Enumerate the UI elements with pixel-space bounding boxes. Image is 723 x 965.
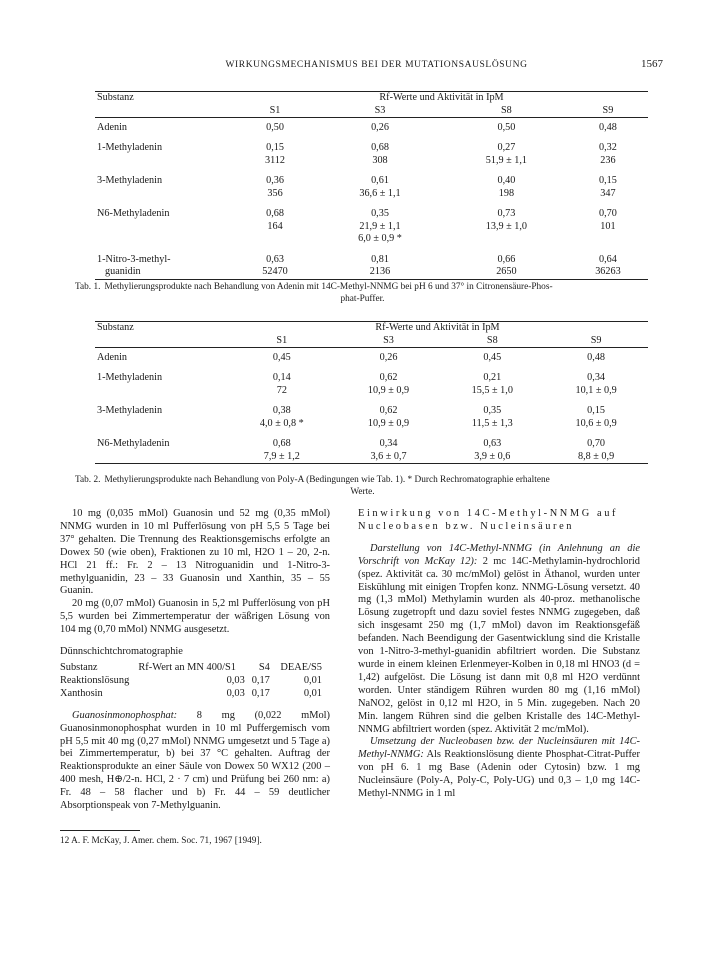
table-row: 3-Methyladenin 0,36 0,61 0,40 0,15 xyxy=(97,175,617,186)
paragraph: Umsetzung der Nucleobasen bzw. der Nucleinsäuren mit 14C-Methyl-NNMG: Als Reaktionslösung diente Phosphat-Citrat-Puffer von pH 6. 1 mg Base (Adenin oder Cytosin) bzw. 1 mg Nucleinsäure (Poly-A, Poly-C, Poly-UG) und 0,3 – 1,0 mg 14C-Methyl-NNMG in 1 ml xyxy=(358,736,640,800)
table-row-activity: 356 36,6 ± 1,1 198 347 xyxy=(267,187,616,199)
section-heading: Einwirkung von 14C-Methyl-NNMG auf xyxy=(358,508,619,519)
footnote: 12 A. F. McKay, J. Amer. chem. Soc. 71, 1967 [1949]. xyxy=(60,836,262,846)
table-row: Xanthosin 0,03 0,17 0,01 xyxy=(60,687,322,699)
table-2-grid xyxy=(95,321,648,464)
table-row-activity: 72 10,9 ± 0,9 15,5 ± 1,0 10,1 ± 0,9 xyxy=(276,384,617,396)
column-header: S9 xyxy=(568,105,648,118)
table-row-activity: guanidin 52470 2136 2650 36263 xyxy=(95,266,648,279)
table-row: 1-Nitro-3-methyl- 0,63 0,81 0,66 0,64 xyxy=(97,253,617,265)
table-row-activity: 3112 308 51,9 ± 1,1 236 xyxy=(265,154,616,166)
running-title: WIRKUNGSMECHANISMUS BEI DER MUTATIONSAUSLÖSUNG xyxy=(225,60,528,70)
column-header: S8 xyxy=(440,335,544,348)
table-row-activity: 6,0 ± 0,9 * xyxy=(358,233,402,244)
paragraph: Darstellung von 14C-Methyl-NNMG (in Anlehnung an die Vorschrift von McKay 12): 2 mc 14C-Methylamin-hydrochlorid (spez. Aktivität ca. 30 mc/mMol) gelöst in Äthanol, wurden unter Eiskühlung mit einigen Tropfen konz. NNMG-Lösung versetzt. 40 mg (1,3 mMol) Methylamin wurden als 40-proz. methanolische Lösung zugetropft und dazu soviel festes NNMG zugegeben, daß sich insgesamt 250 mg (1,7 mMol) davon im Reaktionsgefäß befanden. Nach Beendigung der Gasentwicklung sind die Kristalle von 1-Nitro-3-methyl-guanidin abfiltriert worden. Die Substanz wurde in einem kleinen Erlenmeyer-Kolben in 0,18 ml HNO3 (d = 1,42) aufgelöst. Die Lösung ist dann mit 0,8 ml H2O verdünnt worden. Unter ständigem Rühren wurden 80 mg (1,16 mMol) NaNO2, gelöst in 0,12 ml H2O, in 5 Min. zugegeben. Nach 20 Min. langem Rühren sind die gelben Kristalle des 14C-Methyl-NNMG abfiltriert worden (spez. Aktivität 2 mc/mMol). xyxy=(358,542,640,735)
table-row: 3-Methyladenin 0,38 0,62 0,35 0,15 xyxy=(97,405,605,416)
table-row: Reaktionslösung 0,03 0,17 0,01 xyxy=(60,674,322,686)
running-header xyxy=(90,60,663,74)
column-header-substance: Substanz xyxy=(95,322,227,335)
table-header-row: Substanz Rf-Wert an MN 400/S1 S4 DEAE/S5 xyxy=(60,661,322,673)
table-row: N6-Methyladenin 0,68 0,35 0,73 0,70 xyxy=(97,208,617,219)
right-column xyxy=(358,508,640,801)
table-1-caption: Tab. 1. Methylierungsprodukte nach Behandlung von Adenin mit 14C-Methyl-NNMG bei pH 6 und 37° in Citronensäure-Phos- phat-Puffer. xyxy=(75,282,553,304)
tlc-title: Dünnschichtchromatographie xyxy=(60,646,183,658)
table-row-activity: 4,0 ± 0,8 * 10,9 ± 0,9 11,5 ± 1,3 10,6 ± 0,9 xyxy=(259,417,617,429)
table-1 xyxy=(95,91,648,280)
table-1-grid xyxy=(95,91,648,280)
column-group-label: Rf-Werte und Aktivität in IpM xyxy=(227,322,648,335)
table-row: 1-Methyladenin 0,14 0,62 0,21 0,34 xyxy=(97,372,605,383)
table-row: N6-Methyladenin 0,68 0,34 0,63 0,70 xyxy=(97,438,605,449)
table-row: Adenin 0,45 0,26 0,45 0,48 xyxy=(97,351,605,363)
column-group-label: Rf-Werte und Aktivität in IpM xyxy=(235,92,648,105)
column-header: S3 xyxy=(337,335,441,348)
paragraph: 10 mg (0,035 mMol) Guanosin und 52 mg (0,35 mMol) NNMG wurden in 10 ml Pufferlösung von pH 5,5 5 Tage bei 37° gehalten. Die Trennung des Reaktionsgemischs erfolgte an Dowex 50 (wie oben), Fraktionen zu 10 ml, H2O 1 – 20, 2-n. HCl 21 ff.: Fr. 2 – 13 Nitroguanidin und 1-Nitro-3-methylguanidin, 23 – 33 Guanosin und Xanthin, 35 – 55 Guanin. xyxy=(60,508,330,597)
footnote-rule xyxy=(60,830,140,831)
column-header-substance: Substanz xyxy=(95,92,235,105)
column-header: S8 xyxy=(445,105,568,118)
table-row: 1-Methyladenin 0,15 0,68 0,27 0,32 xyxy=(97,142,617,153)
column-header: S9 xyxy=(544,335,648,348)
table-row-activity: 164 21,9 ± 1,1 13,9 ± 1,0 101 xyxy=(267,220,616,232)
column-header: S1 xyxy=(227,335,337,348)
tlc-table xyxy=(60,662,330,701)
paragraph: 20 mg (0,07 mMol) Guanosin in 5,2 ml Pufferlösung von pH 5,5 wurden bei Zimmertemperatur der wäßrigen Lösung von 104 mg (0,70 mMol) NNMG ausgesetzt. xyxy=(60,598,330,636)
section-heading: Nucleobasen bzw. Nucleinsäuren xyxy=(358,520,575,532)
table-2 xyxy=(95,321,648,464)
paragraph: Guanosinmonophosphat: 8 mg (0,022 mMol) Guanosinmonophosphat wurden in 10 ml Puffergemisch vom pH 5,5 mit 40 mg (0,27 mMol) NNMG umgesetzt und 5 Tage a) bei Zimmertemperatur, b) bei 37 °C gehalten. Auftrag der Reaktionsprodukte an einer Säule von Dowex 50 WX12 (200 – 400 mesh, H⊕/2-n. HCl, 2 · 7 cm) und Prüfung bei 260 nm: a) Fr. 48 – 58 flacher und b) Fr. 44 – 59 deutlicher Absorptionspeak von 7-Methylguanin. xyxy=(60,709,330,812)
table-row: Adenin 0,50 0,26 0,50 0,48 xyxy=(97,121,617,133)
table-row-activity: 7,9 ± 1,2 3,6 ± 0,7 3,9 ± 0,6 8,8 ± 0,9 xyxy=(95,451,648,464)
column-header: S1 xyxy=(235,105,315,118)
left-column xyxy=(60,508,330,813)
column-header: S3 xyxy=(315,105,445,118)
table-2-caption: Tab. 2. Methylierungsprodukte nach Behandlung von Poly-A (Bedingungen wie Tab. 1). * Durch Rechromatographie erhaltene Werte. xyxy=(75,475,550,497)
page-number: 1567 xyxy=(641,58,663,70)
